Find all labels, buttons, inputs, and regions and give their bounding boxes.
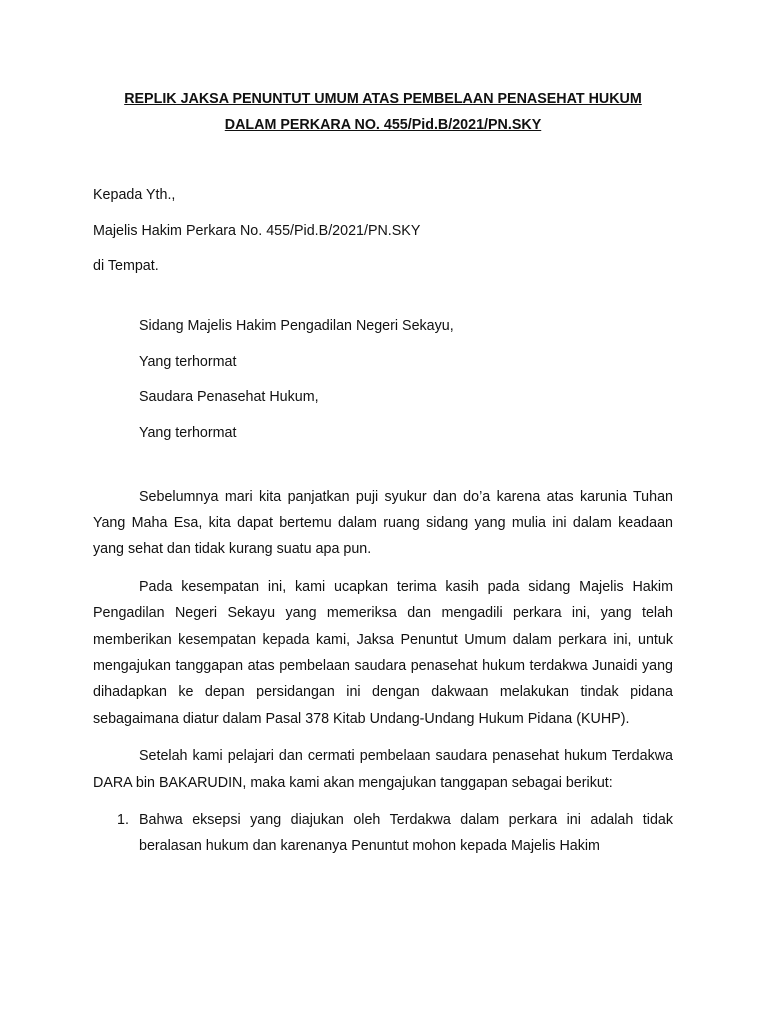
address-block bbox=[93, 186, 673, 275]
address-line-2: Majelis Hakim Perkara No. 455/Pid.B/2021/PN.SKY bbox=[93, 222, 421, 239]
document-title bbox=[93, 86, 673, 138]
paragraph-2: Pada kesempatan ini, kami ucapkan terima kasih pada sidang Majelis Hakim Pengadilan Negeri Sekayu yang memeriksa dan mengadili perkara ini, yang telah memberikan kesempatan kepada kami, Jaksa Penuntut Umum dalam perkara ini, untuk mengajukan tanggapan atas pembelaan saudara penasehat hukum terdakwa Junaidi yang dihadapkan ke depan persidangan ini dengan dakwaan melakukan tindak pidana sebagaimana diatur dalam Pasal 378 Kitab Undang-Undang Hukum Pidana (KUHP). bbox=[93, 578, 673, 727]
title-line-1: REPLIK JAKSA PENUNTUT UMUM ATAS PEMBELAAN PENASEHAT HUKUM bbox=[124, 91, 642, 107]
salutation-line-2: Yang terhormat bbox=[139, 353, 237, 370]
paragraph-1: Sebelumnya mari kita panjatkan puji syukur dan do’a karena atas karunia Tuhan Yang Maha Esa, kita dapat bertemu dalam ruang sidang yang mulia ini dalam keadaan yang sehat dan tidak kurang suatu apa pun. bbox=[93, 488, 673, 558]
title-line-2: DALAM PERKARA NO. 455/Pid.B/2021/PN.SKY bbox=[224, 117, 542, 133]
numbered-list bbox=[93, 807, 673, 860]
salutation-line-3: Saudara Penasehat Hukum, bbox=[139, 389, 319, 405]
list-item bbox=[93, 807, 673, 860]
body-text bbox=[93, 484, 673, 860]
address-line-3: di Tempat. bbox=[93, 258, 159, 274]
salutation-line-1: Sidang Majelis Hakim Pengadilan Negeri Sekayu, bbox=[139, 318, 454, 334]
list-item-text: Bahwa eksepsi yang diajukan oleh Terdakwa dalam perkara ini adalah tidak beralasan hukum dan karenanya Penuntut mohon kepada Majelis Hakim bbox=[139, 811, 673, 855]
list-item-number: 1. bbox=[117, 811, 129, 828]
salutation-line-4: Yang terhormat bbox=[139, 424, 237, 441]
salutation-block bbox=[93, 317, 673, 442]
paragraph-3: Setelah kami pelajari dan cermati pembelaan saudara penasehat hukum Terdakwa DARA bin BAKARUDIN, maka kami akan mengajukan tanggapan sebagai berikut: bbox=[93, 748, 673, 791]
address-line-1: Kepada Yth., bbox=[93, 187, 176, 203]
